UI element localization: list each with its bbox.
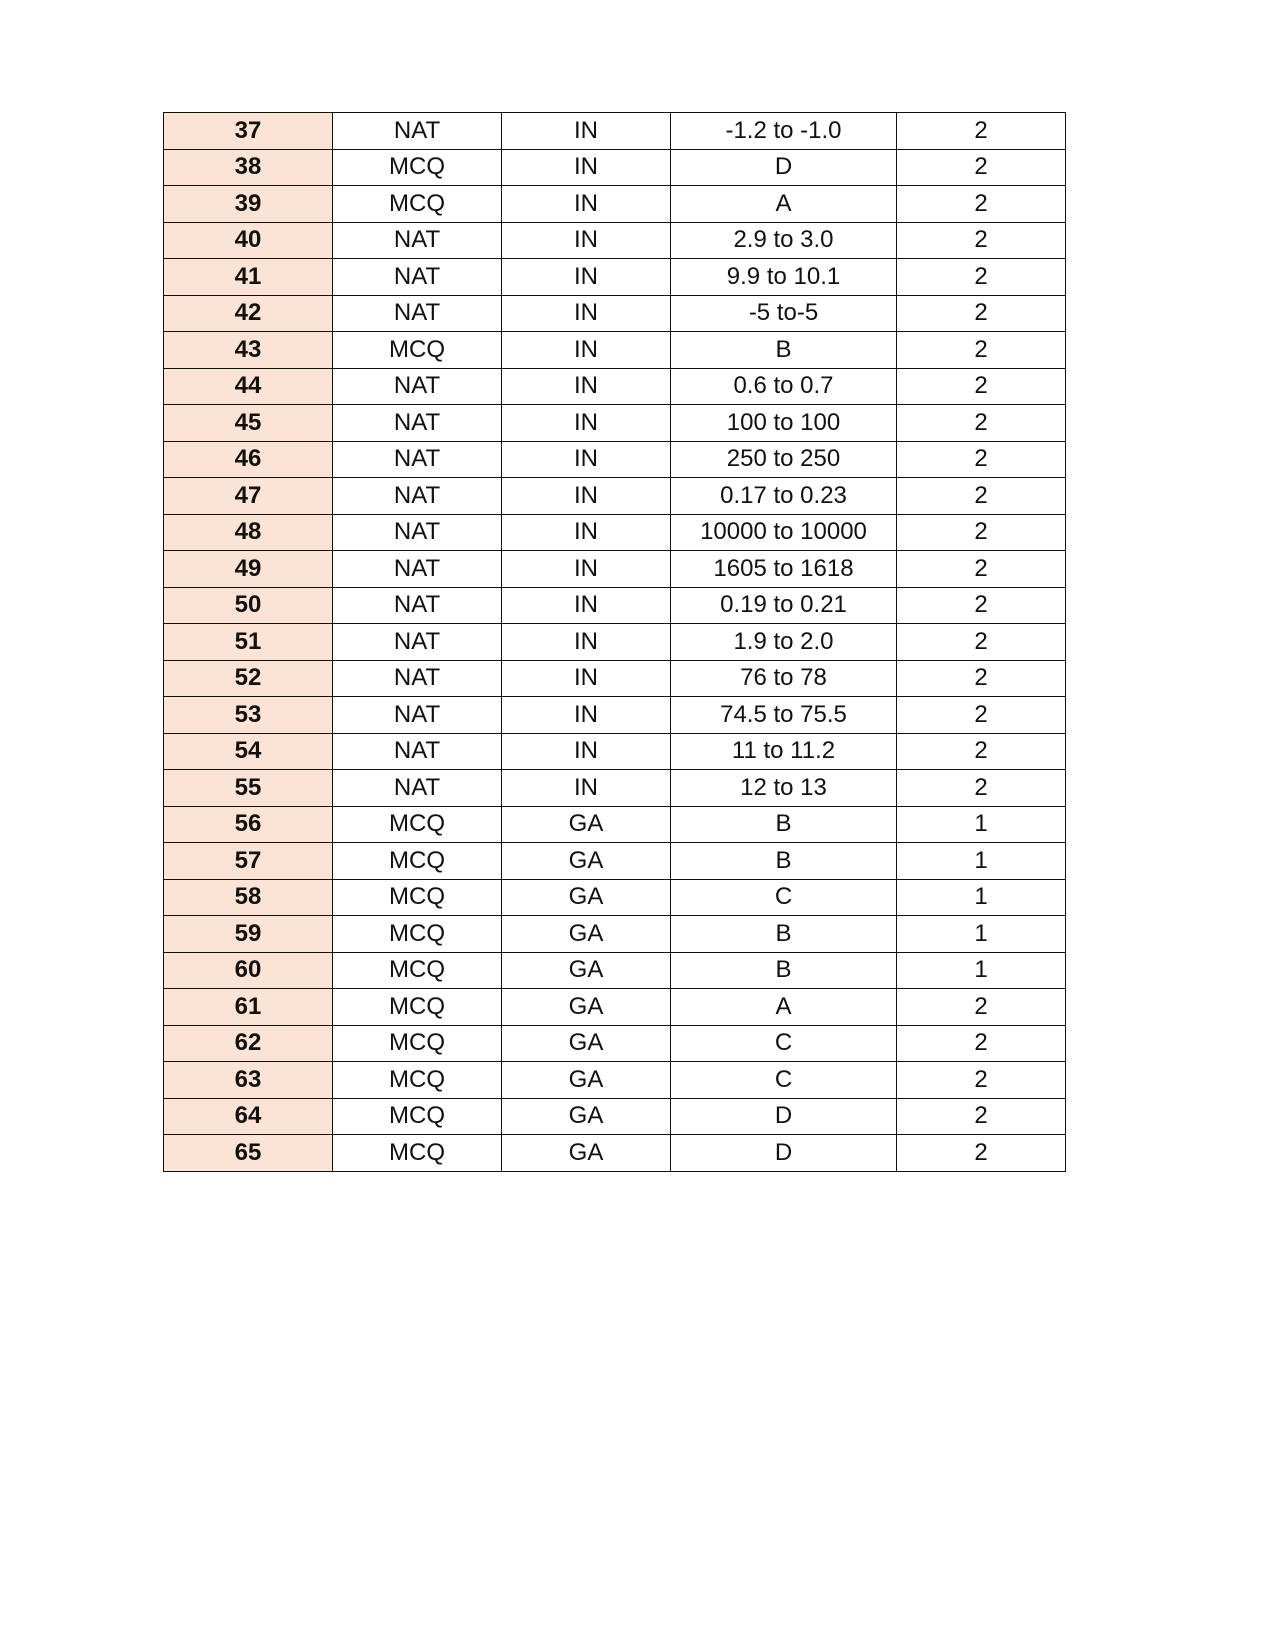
section-cell: GA	[502, 952, 671, 989]
table-row	[164, 478, 1066, 515]
question-type-cell: MCQ	[333, 1062, 502, 1099]
question-number-cell: 43	[164, 332, 333, 369]
question-type-cell: MCQ	[333, 916, 502, 953]
question-number-cell: 38	[164, 149, 333, 186]
answer-key-cell: B	[671, 843, 897, 880]
answer-key-cell: 0.6 to 0.7	[671, 368, 897, 405]
answer-key-cell: 2.9 to 3.0	[671, 222, 897, 259]
marks-cell: 2	[897, 624, 1066, 661]
marks-cell: 2	[897, 113, 1066, 150]
question-type-cell: MCQ	[333, 879, 502, 916]
answer-key-cell: 0.19 to 0.21	[671, 587, 897, 624]
section-cell: IN	[502, 368, 671, 405]
marks-cell: 2	[897, 441, 1066, 478]
section-cell: GA	[502, 1025, 671, 1062]
section-cell: IN	[502, 149, 671, 186]
question-type-cell: NAT	[333, 733, 502, 770]
table-row	[164, 259, 1066, 296]
section-cell: IN	[502, 660, 671, 697]
marks-cell: 2	[897, 368, 1066, 405]
question-number-cell: 45	[164, 405, 333, 442]
question-number-cell: 57	[164, 843, 333, 880]
answer-key-body	[164, 113, 1066, 1172]
section-cell: IN	[502, 624, 671, 661]
marks-cell: 1	[897, 916, 1066, 953]
marks-cell: 2	[897, 1062, 1066, 1099]
question-number-cell: 41	[164, 259, 333, 296]
table-row	[164, 1135, 1066, 1172]
question-number-cell: 42	[164, 295, 333, 332]
table-row	[164, 551, 1066, 588]
table-row	[164, 332, 1066, 369]
answer-key-cell: 10000 to 10000	[671, 514, 897, 551]
answer-key-cell: 9.9 to 10.1	[671, 259, 897, 296]
question-number-cell: 61	[164, 989, 333, 1026]
table-row	[164, 295, 1066, 332]
answer-key-cell: B	[671, 916, 897, 953]
question-type-cell: MCQ	[333, 1025, 502, 1062]
question-number-cell: 65	[164, 1135, 333, 1172]
question-type-cell: MCQ	[333, 1098, 502, 1135]
section-cell: GA	[502, 1098, 671, 1135]
question-type-cell: MCQ	[333, 149, 502, 186]
section-cell: IN	[502, 478, 671, 515]
answer-key-cell: D	[671, 1098, 897, 1135]
question-number-cell: 64	[164, 1098, 333, 1135]
marks-cell: 2	[897, 149, 1066, 186]
question-type-cell: MCQ	[333, 989, 502, 1026]
answer-key-cell: C	[671, 1062, 897, 1099]
marks-cell: 2	[897, 332, 1066, 369]
question-type-cell: NAT	[333, 514, 502, 551]
question-number-cell: 53	[164, 697, 333, 734]
question-number-cell: 48	[164, 514, 333, 551]
marks-cell: 1	[897, 843, 1066, 880]
marks-cell: 2	[897, 259, 1066, 296]
section-cell: IN	[502, 113, 671, 150]
section-cell: IN	[502, 770, 671, 807]
table-row	[164, 624, 1066, 661]
marks-cell: 2	[897, 405, 1066, 442]
question-type-cell: MCQ	[333, 843, 502, 880]
question-type-cell: NAT	[333, 587, 502, 624]
marks-cell: 2	[897, 587, 1066, 624]
question-type-cell: MCQ	[333, 952, 502, 989]
table-row	[164, 843, 1066, 880]
question-number-cell: 63	[164, 1062, 333, 1099]
answer-key-cell: A	[671, 989, 897, 1026]
answer-key-cell: 1605 to 1618	[671, 551, 897, 588]
question-number-cell: 52	[164, 660, 333, 697]
section-cell: GA	[502, 879, 671, 916]
marks-cell: 2	[897, 697, 1066, 734]
section-cell: IN	[502, 514, 671, 551]
question-type-cell: MCQ	[333, 806, 502, 843]
marks-cell: 2	[897, 514, 1066, 551]
table-row	[164, 952, 1066, 989]
question-number-cell: 37	[164, 113, 333, 150]
answer-key-cell: A	[671, 186, 897, 223]
table-row	[164, 806, 1066, 843]
table-row	[164, 770, 1066, 807]
answer-key-cell: 12 to 13	[671, 770, 897, 807]
table-row	[164, 879, 1066, 916]
table-row	[164, 1062, 1066, 1099]
table-row	[164, 186, 1066, 223]
section-cell: GA	[502, 843, 671, 880]
answer-key-cell: C	[671, 879, 897, 916]
question-number-cell: 62	[164, 1025, 333, 1062]
section-cell: GA	[502, 989, 671, 1026]
answer-key-cell: -5 to-5	[671, 295, 897, 332]
table-row	[164, 733, 1066, 770]
question-number-cell: 46	[164, 441, 333, 478]
question-type-cell: NAT	[333, 697, 502, 734]
question-number-cell: 50	[164, 587, 333, 624]
question-type-cell: NAT	[333, 770, 502, 807]
question-number-cell: 49	[164, 551, 333, 588]
marks-cell: 2	[897, 478, 1066, 515]
answer-key-cell: B	[671, 806, 897, 843]
answer-key-cell: -1.2 to -1.0	[671, 113, 897, 150]
question-type-cell: MCQ	[333, 186, 502, 223]
answer-key-cell: 74.5 to 75.5	[671, 697, 897, 734]
answer-key-table	[163, 112, 1066, 1172]
section-cell: IN	[502, 733, 671, 770]
table-row	[164, 514, 1066, 551]
question-type-cell: NAT	[333, 222, 502, 259]
table-row	[164, 1098, 1066, 1135]
question-number-cell: 44	[164, 368, 333, 405]
marks-cell: 2	[897, 295, 1066, 332]
marks-cell: 2	[897, 733, 1066, 770]
answer-key-cell: D	[671, 1135, 897, 1172]
answer-key-cell: 100 to 100	[671, 405, 897, 442]
marks-cell: 2	[897, 1025, 1066, 1062]
question-type-cell: MCQ	[333, 332, 502, 369]
table-row	[164, 368, 1066, 405]
marks-cell: 2	[897, 1098, 1066, 1135]
marks-cell: 2	[897, 989, 1066, 1026]
question-type-cell: MCQ	[333, 1135, 502, 1172]
section-cell: IN	[502, 441, 671, 478]
answer-key-cell: B	[671, 332, 897, 369]
section-cell: IN	[502, 295, 671, 332]
question-number-cell: 47	[164, 478, 333, 515]
marks-cell: 2	[897, 770, 1066, 807]
table-row	[164, 989, 1066, 1026]
answer-key-cell: 1.9 to 2.0	[671, 624, 897, 661]
question-type-cell: NAT	[333, 259, 502, 296]
answer-key-cell: 11 to 11.2	[671, 733, 897, 770]
question-type-cell: NAT	[333, 660, 502, 697]
marks-cell: 2	[897, 1135, 1066, 1172]
question-number-cell: 55	[164, 770, 333, 807]
table-row	[164, 441, 1066, 478]
section-cell: GA	[502, 1135, 671, 1172]
question-number-cell: 56	[164, 806, 333, 843]
answer-key-cell: D	[671, 149, 897, 186]
section-cell: GA	[502, 806, 671, 843]
table-row	[164, 660, 1066, 697]
table-row	[164, 587, 1066, 624]
question-type-cell: NAT	[333, 441, 502, 478]
section-cell: IN	[502, 332, 671, 369]
marks-cell: 2	[897, 186, 1066, 223]
table-row	[164, 916, 1066, 953]
answer-key-cell: 250 to 250	[671, 441, 897, 478]
marks-cell: 2	[897, 551, 1066, 588]
marks-cell: 2	[897, 222, 1066, 259]
answer-key-cell: B	[671, 952, 897, 989]
table-row	[164, 113, 1066, 150]
answer-key-cell: C	[671, 1025, 897, 1062]
question-type-cell: NAT	[333, 368, 502, 405]
table-row	[164, 405, 1066, 442]
question-type-cell: NAT	[333, 624, 502, 661]
table-row	[164, 1025, 1066, 1062]
question-number-cell: 54	[164, 733, 333, 770]
question-type-cell: NAT	[333, 405, 502, 442]
section-cell: GA	[502, 1062, 671, 1099]
question-number-cell: 59	[164, 916, 333, 953]
marks-cell: 1	[897, 879, 1066, 916]
question-type-cell: NAT	[333, 295, 502, 332]
question-number-cell: 51	[164, 624, 333, 661]
marks-cell: 1	[897, 806, 1066, 843]
question-number-cell: 60	[164, 952, 333, 989]
question-type-cell: NAT	[333, 478, 502, 515]
section-cell: IN	[502, 259, 671, 296]
answer-key-cell: 0.17 to 0.23	[671, 478, 897, 515]
section-cell: IN	[502, 405, 671, 442]
section-cell: GA	[502, 916, 671, 953]
section-cell: IN	[502, 587, 671, 624]
section-cell: IN	[502, 551, 671, 588]
table-row	[164, 149, 1066, 186]
marks-cell: 2	[897, 660, 1066, 697]
marks-cell: 1	[897, 952, 1066, 989]
table-row	[164, 697, 1066, 734]
section-cell: IN	[502, 697, 671, 734]
section-cell: IN	[502, 186, 671, 223]
question-type-cell: NAT	[333, 113, 502, 150]
section-cell: IN	[502, 222, 671, 259]
table-row	[164, 222, 1066, 259]
question-number-cell: 58	[164, 879, 333, 916]
question-number-cell: 40	[164, 222, 333, 259]
question-type-cell: NAT	[333, 551, 502, 588]
question-number-cell: 39	[164, 186, 333, 223]
answer-key-cell: 76 to 78	[671, 660, 897, 697]
